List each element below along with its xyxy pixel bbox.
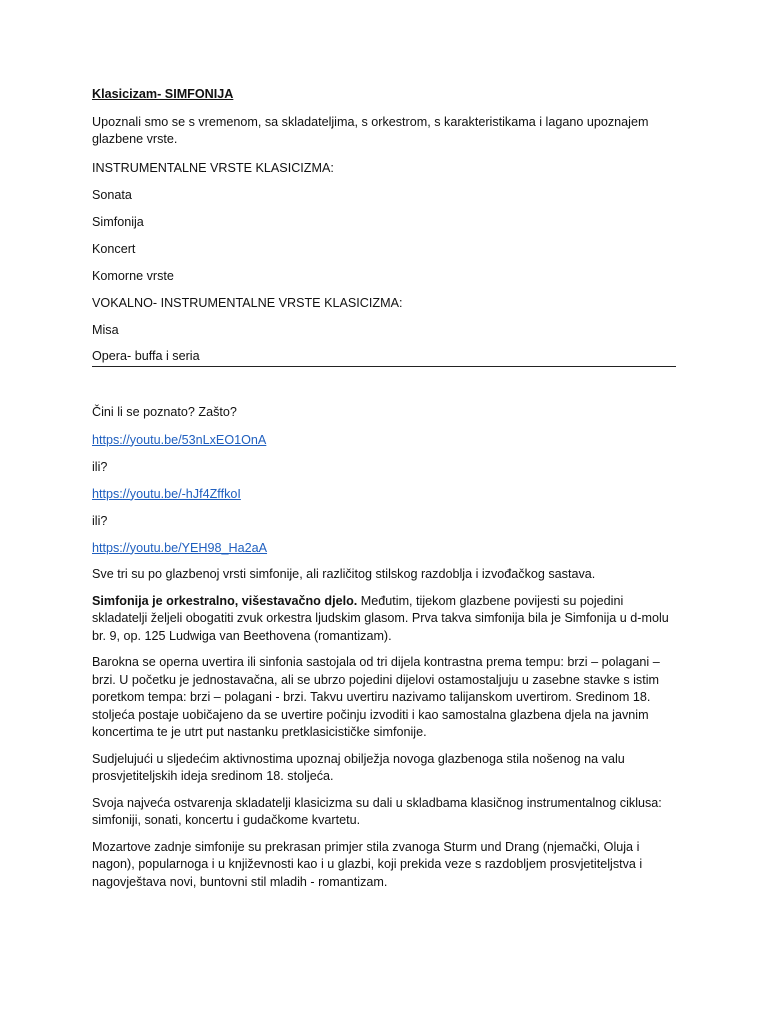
paragraph-2-bold: Simfonija je orkestralno, višestavačno djelo.	[92, 593, 358, 608]
youtube-link-1[interactable]: https://youtu.be/53nLxEO1OnA	[92, 432, 267, 447]
instrumental-heading: INSTRUMENTALNE VRSTE KLASICIZMA:	[92, 160, 334, 175]
paragraph-2-rest: Međutim, tijekom glazbene povijesti su pojedini skladatelji željeli obogatiti zvuk orkestra ljudskim glasom. Prva takva simfonija bila je Simfonija u d-molu br. 9, op. 125 Ludwiga van Beethovena (romantizam).	[92, 593, 669, 643]
paragraph-3: Barokna se operna uvertira ili sinfonia sastojala od tri dijela kontrastna prema tempu: brzi – polagani – brzi. U početku je jednostavačna, ali se ubrzo pojedini dijelovi ostamostaljuju u zasebne stavke s istim poretkom tempa: brzi – polagani - brzi. Takvu uvertiru nazivamo talijanskom uvertirom. Sredinom 18. stoljeća postaje uobičajeno da se uvertire počinju izvoditi i kao samostalna glazbena djela na javnim koncertima te je utrt put nastanku pretklasicističke simfonije.	[92, 655, 660, 739]
instrumental-item-koncert: Koncert	[92, 242, 136, 256]
youtube-link-3[interactable]: https://youtu.be/YEH98_Ha2aA	[92, 540, 268, 555]
instrumental-item-sonata: Sonata	[92, 188, 132, 202]
paragraph-4: Sudjelujući u sljedećim aktivnostima upoznaj obilježja novoga glazbenoga stila nošenog na valu prosvjetiteljskih ideja sredinom 18. stoljeća.	[92, 751, 625, 783]
paragraph-6: Mozartove zadnje simfonije su prekrasan primjer stila zvanoga Sturm und Drang (njemački, Oluja i nagon), popularnoga i u književnosti kao i u glazbi, koji prekida veze s razdobljem prosvjetiteljstva i nagovještava novi, buntovni stil mladih - romantizam.	[92, 839, 643, 889]
paragraph-5: Svoja najveća ostvarenja skladatelji klasicizma su dali u skladbama klasičnog instrumentalnog ciklusa: simfoniji, sonati, koncertu i gudačkome kvartetu.	[92, 795, 662, 827]
vocal-item-opera: Opera- buffa i seria	[92, 348, 200, 363]
paragraph-1: Sve tri su po glazbenoj vrsti simfonije, ali različitog stilskog razdoblja i izvođačkog sastava.	[92, 567, 596, 581]
horizontal-rule	[92, 366, 676, 367]
paragraph-2	[92, 593, 682, 646]
vocal-item-misa: Misa	[92, 323, 119, 337]
document-title: Klasicizam- SIMFONIJA	[92, 87, 234, 101]
or-text-1: ili?	[92, 459, 108, 474]
document-page	[92, 86, 682, 891]
youtube-link-2[interactable]: https://youtu.be/-hJf4ZffkoI	[92, 486, 241, 501]
vocal-heading: VOKALNO- INSTRUMENTALNE VRSTE KLASICIZMA:	[92, 296, 403, 310]
instrumental-item-simfonija: Simfonija	[92, 215, 144, 229]
question-text: Čini li se poznato? Zašto?	[92, 405, 237, 419]
instrumental-item-komorne: Komorne vrste	[92, 269, 174, 283]
intro-paragraph: Upoznali smo se s vremenom, sa skladateljima, s orkestrom, s karakteristikama i lagano upoznajem glazbene vrste.	[92, 114, 649, 146]
or-text-2: ili?	[92, 513, 108, 528]
